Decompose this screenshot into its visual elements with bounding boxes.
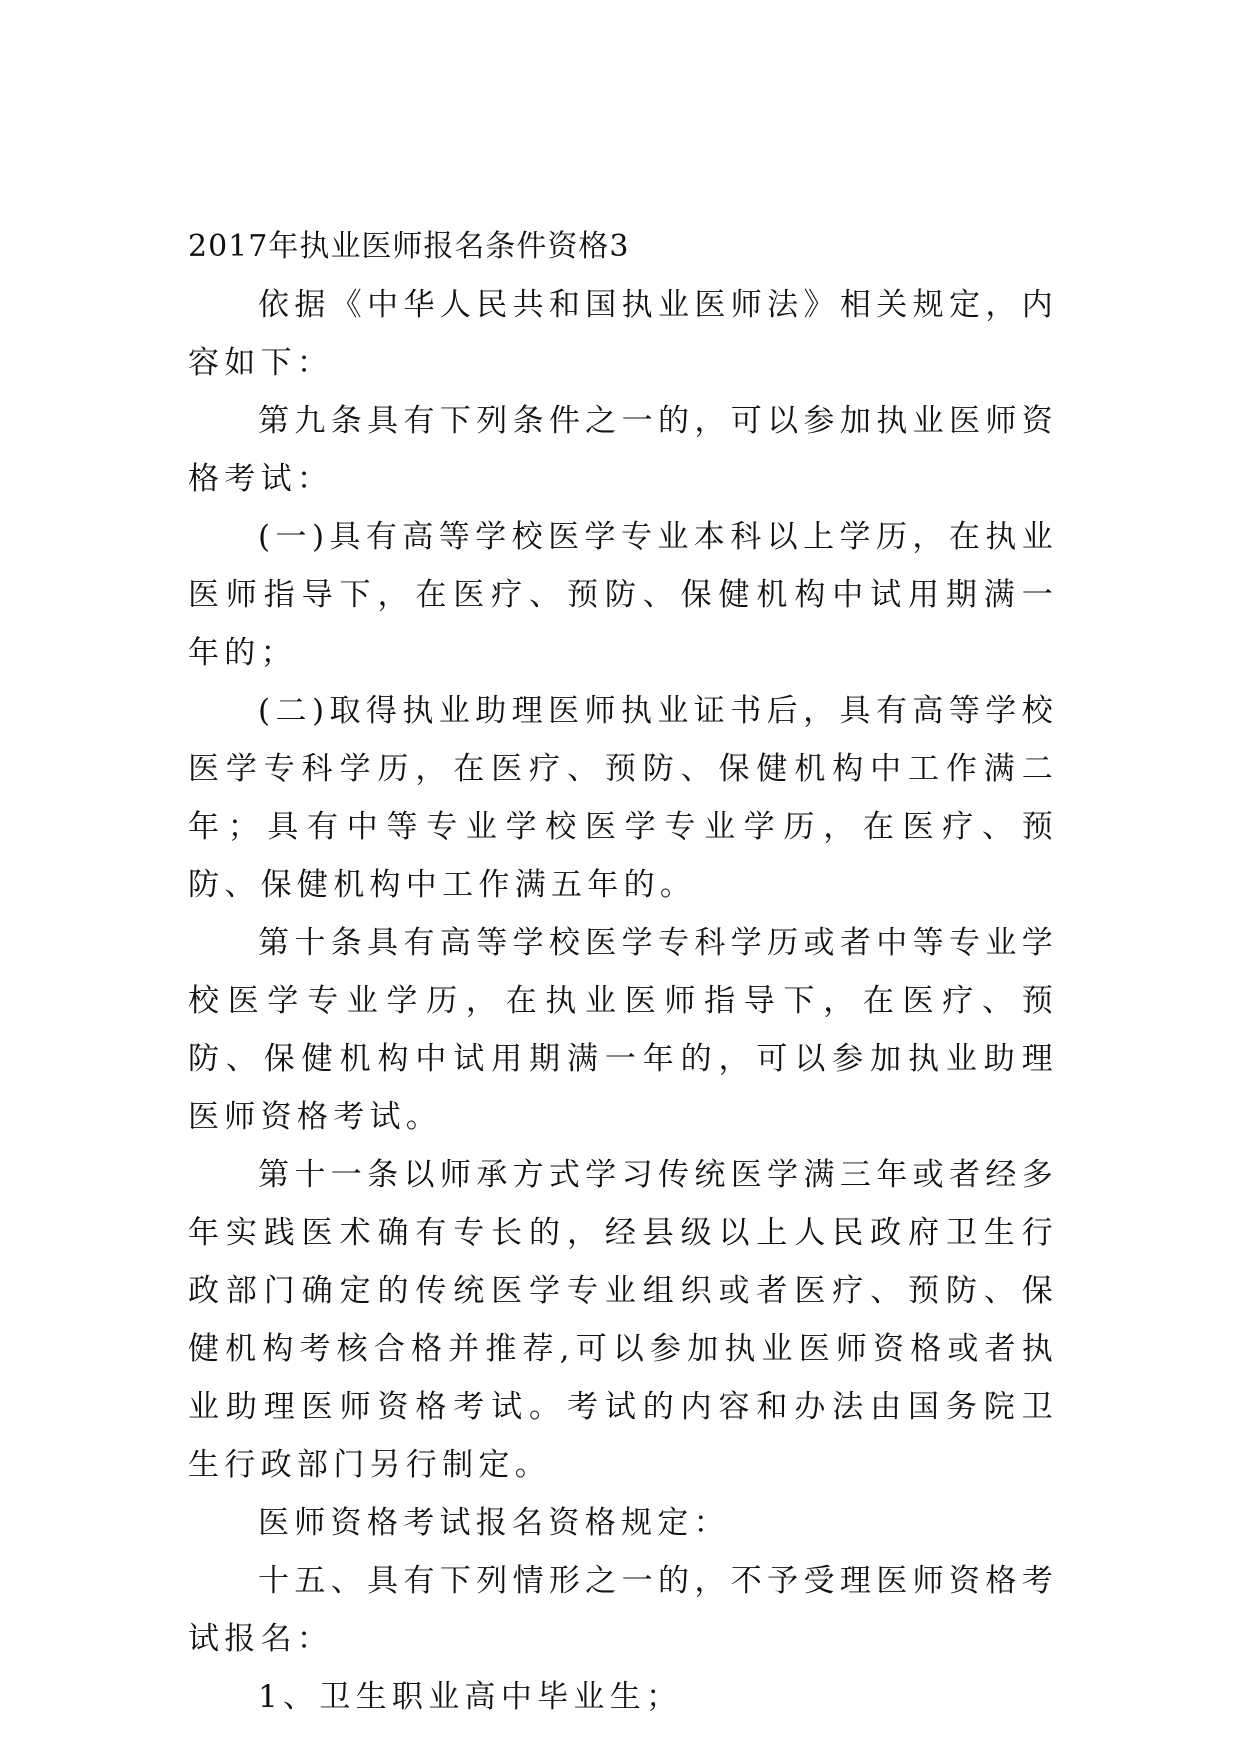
paragraph-article-9: 第九条具有下列条件之一的，可以参加执业医师资格考试： [188,403,1058,497]
paragraph-item-1: 1、卫生职业高中毕业生； [258,1679,683,1715]
document-body [188,218,1058,1726]
paragraph-article-11: 第十一条以师承方式学习传统医学满三年或者经多年实践医术确有专长的，经县级以上人民政府卫生行政部门确定的传统医学专业组织或者医疗、预防、保健机构考核合格并推荐,可以参加执业医师资格或者执业助理医师资格考试。考试的内容和办法由国务院卫生行政部门另行制定。 [188,1157,1058,1483]
paragraph-legal-basis: 依据《中华人民共和国执业医师法》相关规定，内容如下： [188,287,1058,381]
paragraph-article-10: 第十条具有高等学校医学专科学历或者中等专业学校医学专业学历，在执业医师指导下，在医疗、预防、保健机构中试用期满一年的，可以参加执业助理医师资格考试。 [188,925,1058,1135]
paragraph-exam-rules-heading: 医师资格考试报名资格规定： [258,1505,730,1541]
paragraph-article-9-item-1: (一)具有高等学校医学专业本科以上学历，在执业医师指导下，在医疗、预防、保健机构中试用期满一年的； [188,519,1058,671]
document-title: 2017年执业医师报名条件资格3 [188,229,630,264]
paragraph-section-15: 十五、具有下列情形之一的，不予受理医师资格考试报名： [188,1563,1058,1657]
paragraph-article-9-item-2: (二)取得执业助理医师执业证书后，具有高等学校医学专科学历，在医疗、预防、保健机构中工作满二年；具有中等专业学校医学专业学历，在医疗、预防、保健机构中工作满五年的。 [188,693,1058,903]
